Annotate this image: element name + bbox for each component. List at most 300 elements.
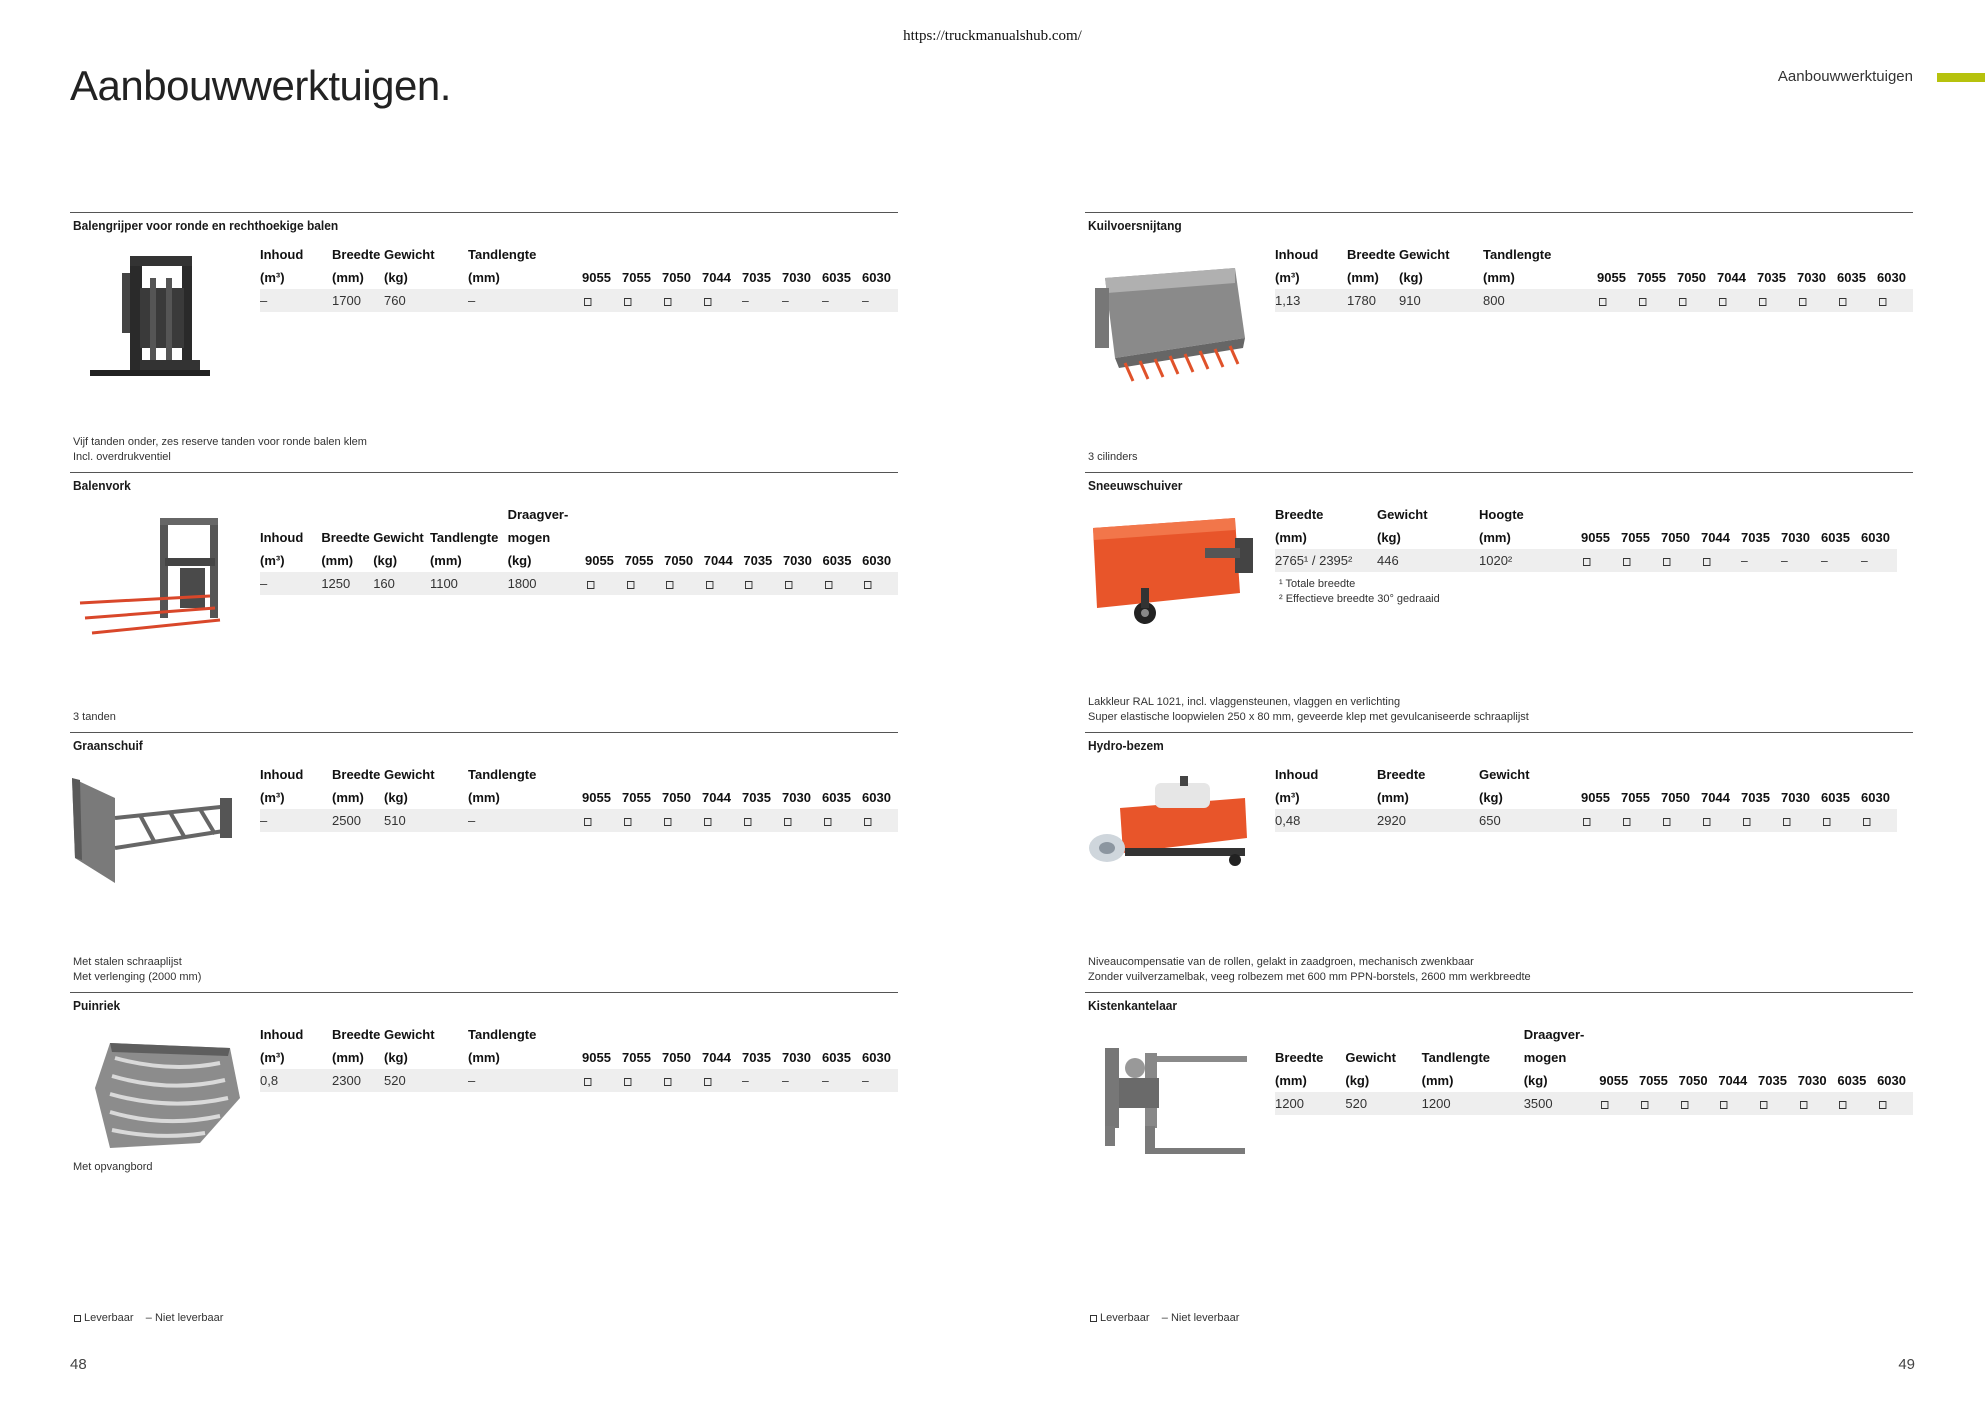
spec-value: 2920 xyxy=(1377,809,1479,833)
spec-value: 1,13 xyxy=(1275,289,1347,313)
product-image-graanschuif xyxy=(70,768,245,908)
spec-unit: (kg) xyxy=(1523,1073,1548,1088)
not-available-dash: – xyxy=(1781,553,1788,568)
available-square-icon xyxy=(627,581,634,589)
model-col: 7035 xyxy=(1757,270,1786,285)
spec-value: 446 xyxy=(1377,549,1479,573)
available-square-icon xyxy=(1703,558,1710,566)
model-col: 7030 xyxy=(1797,270,1826,285)
spec-label: Hoogte xyxy=(1479,507,1524,522)
product-block-balengrijper xyxy=(70,212,898,473)
product-block-sneeuwschuiver xyxy=(1085,472,1913,733)
spec-values-row xyxy=(260,572,898,596)
not-available-dash: – xyxy=(742,293,749,308)
spec-unit: (m³) xyxy=(260,1050,285,1065)
legend-dash: – xyxy=(1161,1312,1168,1324)
model-col: 7050 xyxy=(1678,1073,1708,1088)
spec-unit: (kg) xyxy=(1345,1073,1370,1088)
available-square-icon xyxy=(1759,298,1766,306)
model-col: 7030 xyxy=(782,270,811,285)
note-line: 3 cilinders xyxy=(1088,451,1138,463)
note-line: Niveaucompensatie van de rollen, gelakt in zaadgroen, mechanisch zwenkbaar xyxy=(1088,956,1474,968)
available-square-icon xyxy=(1583,818,1590,826)
note-line: Incl. overdrukventiel xyxy=(73,451,171,463)
available-square-icon xyxy=(1783,818,1790,826)
note-line: Lakkleur RAL 1021, incl. vlaggensteunen, vlaggen en verlichting xyxy=(1088,696,1401,708)
model-col: 7055 xyxy=(1638,1073,1668,1088)
spec-label: Inhoud xyxy=(260,1027,304,1042)
available-square-icon xyxy=(1799,298,1806,306)
model-col: 9055 xyxy=(1581,530,1610,545)
spec-unit: (mm) xyxy=(332,790,364,805)
spec-unit: (kg) xyxy=(1479,790,1503,805)
spec-unit: (mm) xyxy=(332,270,364,285)
spec-table xyxy=(1275,243,1913,313)
spec-table xyxy=(1275,1023,1913,1116)
available-square-icon xyxy=(784,818,791,826)
model-col: 9055 xyxy=(1597,270,1626,285)
url-header[interactable]: https://truckmanualshub.com/ xyxy=(903,28,1082,44)
model-col: 6030 xyxy=(862,270,891,285)
spec-unit: (kg) xyxy=(384,1050,408,1065)
section-label: Aanbouwwerktuigen xyxy=(1777,68,1913,85)
product-image-kuilvoersnijtang xyxy=(1085,248,1260,388)
spec-label: Tandlengte xyxy=(468,1027,537,1042)
footnote-line: ¹ Totale breedte xyxy=(1279,578,1356,590)
model-col: 7030 xyxy=(1797,1073,1827,1088)
spec-unit: (kg) xyxy=(507,553,532,568)
model-col: 7050 xyxy=(662,1050,691,1065)
spec-label: Gewicht xyxy=(1377,507,1428,522)
note-line: Met opvangbord xyxy=(73,1161,153,1173)
model-col: 7044 xyxy=(1718,1073,1748,1088)
model-col: 7055 xyxy=(1621,790,1650,805)
product-notes xyxy=(1088,695,1529,725)
spec-value: – xyxy=(468,289,582,313)
product-block-graanschuif xyxy=(70,732,898,993)
model-col: 6030 xyxy=(1877,1073,1906,1088)
spec-table xyxy=(260,503,898,596)
spec-unit: (mm) xyxy=(1421,1073,1454,1088)
legend-dash: – xyxy=(145,1312,152,1324)
available-square-icon xyxy=(1839,1101,1846,1109)
spec-unit: (mm) xyxy=(1275,530,1307,545)
product-notes xyxy=(1088,955,1531,985)
model-col: 7044 xyxy=(1701,530,1730,545)
available-square-icon xyxy=(864,581,871,589)
spec-label: Breedte xyxy=(1347,247,1396,262)
product-block-kuilvoersnijtang xyxy=(1085,212,1913,473)
spec-unit: (m³) xyxy=(260,270,285,285)
product-notes xyxy=(73,1160,153,1175)
product-image-balenvork xyxy=(70,508,245,648)
model-col: 7055 xyxy=(622,790,651,805)
available-square-icon xyxy=(587,581,594,589)
model-col: 7055 xyxy=(624,553,654,568)
model-col: 7044 xyxy=(703,553,733,568)
spec-label: Inhoud xyxy=(260,247,304,262)
spec-values-row xyxy=(260,1069,898,1093)
model-col: 7035 xyxy=(742,1050,771,1065)
available-square-icon xyxy=(1719,298,1726,306)
model-col: 7030 xyxy=(782,790,811,805)
model-col: 6035 xyxy=(822,1050,851,1065)
model-col: 7030 xyxy=(782,553,812,568)
note-line: Super elastische loopwielen 250 x 80 mm, geveerde klep met gevulcaniseerde schraaplijst xyxy=(1088,711,1529,723)
available-square-icon xyxy=(1823,818,1830,826)
model-col: 7044 xyxy=(702,790,731,805)
spec-value: – xyxy=(468,809,582,833)
available-square-icon xyxy=(1681,1101,1688,1109)
model-col: 7035 xyxy=(742,790,771,805)
spec-table xyxy=(1275,503,1897,573)
model-col: 7050 xyxy=(662,270,691,285)
product-title: Puinriek xyxy=(73,998,121,1013)
model-col: 6030 xyxy=(1861,790,1890,805)
spec-value: 650 xyxy=(1479,809,1581,833)
available-square-icon xyxy=(1879,298,1886,306)
available-square-icon xyxy=(1639,298,1646,306)
available-square-icon xyxy=(1879,1101,1886,1109)
spec-label: Breedte xyxy=(321,530,370,545)
spec-values-row xyxy=(1275,1092,1913,1116)
product-notes xyxy=(73,955,201,985)
not-available-dash: – xyxy=(862,293,869,308)
spec-label: mogen xyxy=(1523,1050,1567,1065)
product-block-kistenkantelaar xyxy=(1085,992,1913,1253)
product-notes xyxy=(1088,450,1138,465)
model-col: 7035 xyxy=(742,270,771,285)
spec-label: Gewicht xyxy=(1479,767,1530,782)
spec-unit: (m³) xyxy=(260,553,285,568)
spec-value: 520 xyxy=(1345,1092,1421,1116)
model-col: 6030 xyxy=(1877,270,1906,285)
available-square-icon xyxy=(1743,818,1750,826)
model-col: 6035 xyxy=(822,553,852,568)
model-col: 6035 xyxy=(822,790,851,805)
available-square-icon xyxy=(706,581,713,589)
spec-value: – xyxy=(468,1069,582,1093)
available-square-icon xyxy=(664,298,671,306)
model-col: 9055 xyxy=(582,270,611,285)
spec-label: Gewicht xyxy=(384,767,435,782)
product-image-kistenkantelaar xyxy=(1085,1028,1260,1168)
spec-value: 520 xyxy=(384,1069,468,1093)
spec-label: Inhoud xyxy=(260,530,304,545)
model-col: 7055 xyxy=(1637,270,1666,285)
model-col: 9055 xyxy=(584,553,614,568)
product-image-puinriek xyxy=(70,1028,245,1168)
product-title: Balengrijper voor ronde en rechthoekige balen xyxy=(73,218,339,233)
available-square-icon xyxy=(704,818,711,826)
page-title: Aanbouwwerktuigen. xyxy=(70,62,451,109)
spec-values-row xyxy=(260,289,898,313)
spec-values-row xyxy=(260,809,898,833)
model-col: 7044 xyxy=(702,1050,731,1065)
available-square-icon xyxy=(584,298,591,306)
model-col: 9055 xyxy=(1599,1073,1629,1088)
spec-label xyxy=(1275,1023,1345,1046)
available-square-icon xyxy=(1663,818,1670,826)
product-image-hydro-bezem xyxy=(1085,768,1260,908)
not-available-dash: – xyxy=(742,1073,749,1088)
spec-label xyxy=(260,503,321,526)
model-col: 6035 xyxy=(1837,270,1866,285)
available-square-icon xyxy=(624,1078,631,1086)
note-line: Met verlenging (2000 mm) xyxy=(73,971,202,983)
model-col: 6030 xyxy=(862,553,892,568)
model-col: 7055 xyxy=(1621,530,1650,545)
spec-label: Tandlengte xyxy=(1421,1050,1491,1065)
available-square-icon xyxy=(664,818,671,826)
model-col: 7030 xyxy=(782,1050,811,1065)
available-square-icon xyxy=(864,818,871,826)
spec-value: – xyxy=(260,289,332,313)
spec-unit: (mm) xyxy=(321,553,354,568)
model-col: 7044 xyxy=(702,270,731,285)
model-col: 7035 xyxy=(1741,790,1770,805)
note-line: Vijf tanden onder, zes reserve tanden voor ronde balen klem xyxy=(73,436,367,448)
spec-label: Breedte xyxy=(1275,1050,1324,1065)
not-available-dash: – xyxy=(822,1073,829,1088)
spec-unit: (mm) xyxy=(1275,1073,1307,1088)
model-col: 7050 xyxy=(662,790,691,805)
spec-unit: (kg) xyxy=(373,553,398,568)
available-square-icon xyxy=(1583,558,1590,566)
product-title: Graanschuif xyxy=(73,738,143,753)
available-square-icon xyxy=(1641,1101,1648,1109)
model-col: 9055 xyxy=(1581,790,1610,805)
not-available-dash: – xyxy=(1821,553,1828,568)
available-square-icon xyxy=(1703,818,1710,826)
model-col: 7050 xyxy=(1661,790,1690,805)
page-number-right: 49 xyxy=(1898,1356,1915,1373)
available-square-icon xyxy=(704,298,711,306)
spec-label: Gewicht xyxy=(373,530,424,545)
model-col: 7030 xyxy=(1781,530,1810,545)
spec-value: 910 xyxy=(1399,289,1483,313)
product-block-hydro-bezem xyxy=(1085,732,1913,993)
spec-value: 1800 xyxy=(508,572,585,596)
spec-unit: (kg) xyxy=(384,790,408,805)
available-square-icon xyxy=(666,581,673,589)
spec-label: Breedte xyxy=(332,247,381,262)
model-col: 6030 xyxy=(862,1050,891,1065)
product-block-puinriek xyxy=(70,992,898,1253)
available-square-icon xyxy=(1599,298,1606,306)
model-col: 6035 xyxy=(1821,790,1850,805)
spec-unit: (mm) xyxy=(1377,790,1409,805)
available-square-icon xyxy=(785,581,792,589)
model-col: 9055 xyxy=(582,1050,611,1065)
spec-label: Tandlengte xyxy=(429,530,499,545)
not-available-dash: – xyxy=(782,293,789,308)
available-square-icon xyxy=(1839,298,1846,306)
spec-value: 1100 xyxy=(430,572,508,596)
available-square-icon xyxy=(624,818,631,826)
spec-label: Breedte xyxy=(1377,767,1426,782)
legend-not-available: Niet leverbaar xyxy=(154,1312,224,1324)
product-title: Kuilvoersnijtang xyxy=(1088,218,1182,233)
product-block-balenvork xyxy=(70,472,898,733)
spec-label: Inhoud xyxy=(1275,767,1319,782)
spec-value: – xyxy=(260,572,321,596)
available-square-icon xyxy=(624,298,631,306)
spec-unit: (mm) xyxy=(429,553,462,568)
page-number-left: 48 xyxy=(70,1356,87,1373)
product-title: Hydro-bezem xyxy=(1088,738,1164,753)
note-line: Met stalen schraaplijst xyxy=(73,956,182,968)
spec-label: Draagver- xyxy=(507,507,569,522)
spec-label: Inhoud xyxy=(1275,247,1319,262)
model-col: 7050 xyxy=(1661,530,1690,545)
available-square-icon xyxy=(1090,1315,1097,1322)
model-col: 7055 xyxy=(622,270,651,285)
spec-unit: (mm) xyxy=(1483,270,1515,285)
available-square-icon xyxy=(825,581,832,589)
product-title: Kistenkantelaar xyxy=(1088,998,1178,1013)
not-available-dash: – xyxy=(1861,553,1868,568)
model-col: 7044 xyxy=(1717,270,1746,285)
spec-value: 800 xyxy=(1483,289,1597,313)
spec-value: 2765¹ / 2395² xyxy=(1275,549,1377,573)
spec-values-row xyxy=(1275,549,1897,573)
spec-value: 0,48 xyxy=(1275,809,1377,833)
available-square-icon xyxy=(745,581,752,589)
not-available-dash: – xyxy=(782,1073,789,1088)
available-square-icon xyxy=(1800,1101,1807,1109)
spec-unit: (kg) xyxy=(384,270,408,285)
spec-value: 1200 xyxy=(1422,1092,1524,1116)
spec-unit: (mm) xyxy=(468,270,500,285)
model-col: 6030 xyxy=(1861,530,1890,545)
product-image-sneeuwschuiver xyxy=(1085,508,1260,648)
available-square-icon xyxy=(584,818,591,826)
spec-label: Tandlengte xyxy=(468,247,537,262)
available-square-icon xyxy=(1663,558,1670,566)
model-col: 7030 xyxy=(1781,790,1810,805)
spec-value: 160 xyxy=(373,572,430,596)
available-square-icon xyxy=(704,1078,711,1086)
spec-table xyxy=(1275,763,1897,833)
not-available-dash: – xyxy=(862,1073,869,1088)
spec-value: 510 xyxy=(384,809,468,833)
legend-available: Leverbaar xyxy=(84,1312,134,1324)
accent-bar xyxy=(1937,73,1985,82)
spec-value: 3500 xyxy=(1524,1092,1600,1116)
spec-unit: (mm) xyxy=(468,790,500,805)
legend-right xyxy=(1088,1312,1239,1324)
spec-value: 1250 xyxy=(321,572,373,596)
spec-label: Gewicht xyxy=(1399,247,1450,262)
not-available-dash: – xyxy=(1741,553,1748,568)
product-notes xyxy=(73,435,367,465)
product-title: Sneeuwschuiver xyxy=(1088,478,1183,493)
model-col: 7050 xyxy=(664,553,694,568)
model-col: 7044 xyxy=(1701,790,1730,805)
model-col: 7055 xyxy=(622,1050,651,1065)
model-col: 6030 xyxy=(862,790,891,805)
product-image-balengrijper xyxy=(70,248,245,388)
available-square-icon xyxy=(1601,1101,1608,1109)
spec-unit: (mm) xyxy=(332,1050,364,1065)
available-square-icon xyxy=(1720,1101,1727,1109)
available-square-icon xyxy=(1760,1101,1767,1109)
spec-value: 2300 xyxy=(332,1069,384,1093)
model-col: 7050 xyxy=(1677,270,1706,285)
model-col: 6035 xyxy=(822,270,851,285)
legend-left xyxy=(72,1312,223,1324)
model-col: 7035 xyxy=(743,553,773,568)
spec-label: Gewicht xyxy=(1345,1050,1396,1065)
model-col: 6035 xyxy=(1837,1073,1867,1088)
spec-unit: (kg) xyxy=(1377,530,1401,545)
spec-label: Draagver- xyxy=(1523,1027,1585,1042)
spec-label: Tandlengte xyxy=(1483,247,1552,262)
spec-unit: (m³) xyxy=(260,790,285,805)
spec-value: 1200 xyxy=(1275,1092,1345,1116)
model-col: 7035 xyxy=(1741,530,1770,545)
spec-label: Breedte xyxy=(332,1027,381,1042)
available-square-icon xyxy=(584,1078,591,1086)
model-col: 7035 xyxy=(1758,1073,1787,1088)
note-line: 3 tanden xyxy=(73,711,116,723)
spec-value: 1780 xyxy=(1347,289,1399,313)
product-notes xyxy=(73,710,116,725)
spec-values-row xyxy=(1275,809,1897,833)
spec-value: 1700 xyxy=(332,289,384,313)
model-col: 9055 xyxy=(582,790,611,805)
spec-label: Inhoud xyxy=(260,767,304,782)
spec-value: 1020² xyxy=(1479,549,1581,573)
spec-table xyxy=(260,243,898,313)
footnotes xyxy=(1279,577,1440,607)
spec-unit: (mm) xyxy=(468,1050,500,1065)
spec-label: Tandlengte xyxy=(468,767,537,782)
available-square-icon xyxy=(1623,818,1630,826)
spec-unit: (mm) xyxy=(1347,270,1379,285)
spec-label: Breedte xyxy=(332,767,381,782)
spec-unit: (m³) xyxy=(1275,790,1300,805)
not-available-dash: – xyxy=(822,293,829,308)
available-square-icon xyxy=(1863,818,1870,826)
available-square-icon xyxy=(1623,558,1630,566)
spec-label: mogen xyxy=(507,530,551,545)
spec-unit: (kg) xyxy=(1399,270,1423,285)
spec-label: Gewicht xyxy=(384,247,435,262)
legend-available: Leverbaar xyxy=(1100,1312,1150,1324)
spec-values-row xyxy=(1275,289,1913,313)
spec-value: – xyxy=(260,809,332,833)
spec-value: 0,8 xyxy=(260,1069,332,1093)
product-title: Balenvork xyxy=(73,478,131,493)
spec-unit: (mm) xyxy=(1479,530,1511,545)
spec-value: 2500 xyxy=(332,809,384,833)
available-square-icon xyxy=(824,818,831,826)
footnote-line: ² Effectieve breedte 30° gedraaid xyxy=(1279,593,1440,605)
model-col: 6035 xyxy=(1821,530,1850,545)
spec-table xyxy=(260,763,898,833)
spec-value: 760 xyxy=(384,289,468,313)
spec-unit: (m³) xyxy=(1275,270,1300,285)
spec-label: Breedte xyxy=(1275,507,1324,522)
available-square-icon xyxy=(74,1315,81,1322)
available-square-icon xyxy=(664,1078,671,1086)
spec-table xyxy=(260,1023,898,1093)
available-square-icon xyxy=(744,818,751,826)
spec-label: Gewicht xyxy=(384,1027,435,1042)
available-square-icon xyxy=(1679,298,1686,306)
